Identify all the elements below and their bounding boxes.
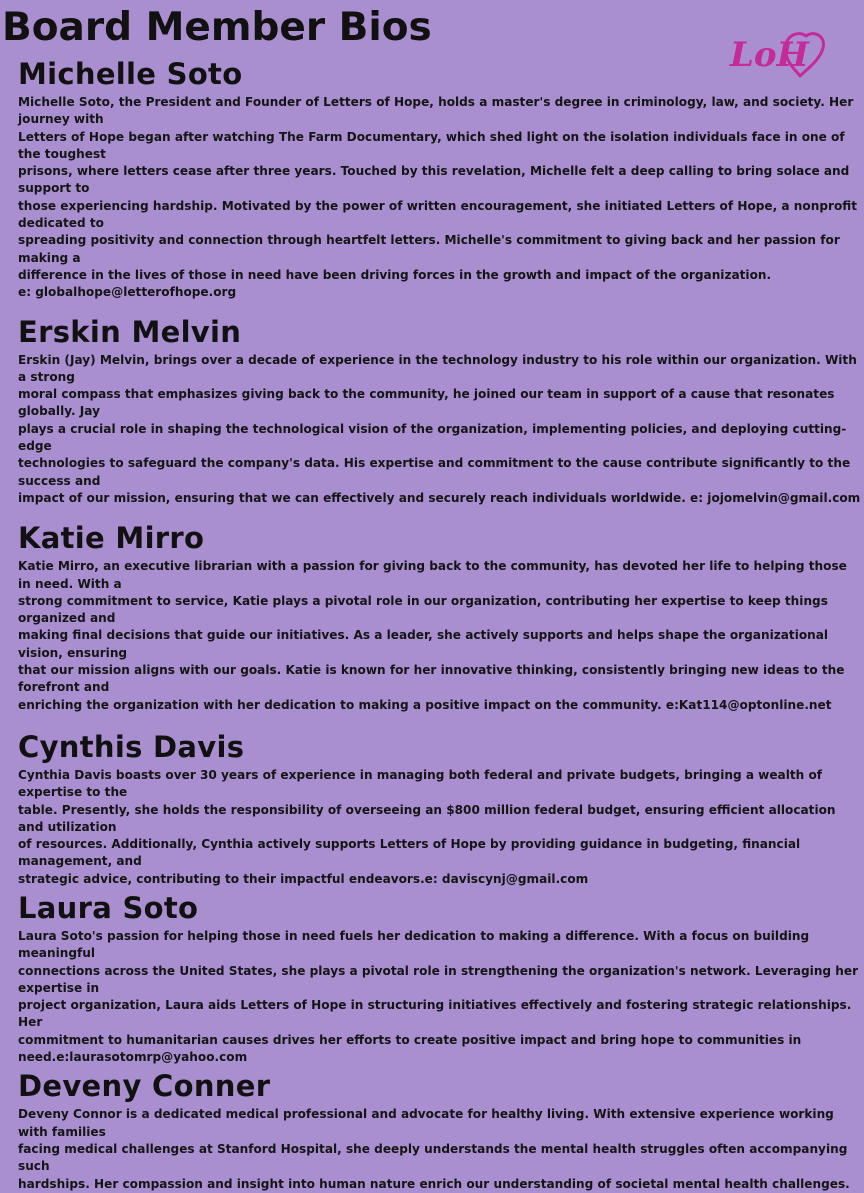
member-name: Michelle Soto [18, 57, 243, 91]
logo-text: LoH [730, 35, 809, 75]
member-bio: Cynthia Davis boasts over 30 years of experience in managing both federal and private budgets, bringing a wealth of expertise to the table. Presently, she holds the responsibility of overseeing an $800 million federal budget, ensuring efficient allocation and utilization of resources. Additionally, Cynthia actively supports Letters of Hope by providing guidance in budgeting, financial management, and strategic advice, contributing to their impactful endeavors.e: daviscynj@gmail.com [18, 767, 836, 886]
bio-erskin-melvin [18, 312, 862, 508]
bio-laura-soto [18, 888, 862, 1066]
member-bio: Erskin (Jay) Melvin, brings over a decade of experience in the technology industry to his role within our organization. With a strong moral compass that emphasizes giving back to the community, he joined our team in support of a cause that resonates globally. Jay plays a crucial role in shaping the technological vision of the organization, implementing policies, and deploying cutting-edge technologies to safeguard the company's data. His expertise and commitment to the cause contribute significantly to the success and impact of our mission, ensuring that we can effectively and securely reach individuals worldwide. e: jojomelvin@gmail.com [18, 352, 861, 505]
member-name: Erskin Melvin [18, 314, 242, 349]
board-bios-list [18, 54, 862, 1193]
member-bio: Laura Soto's passion for helping those in need fuels her dedication to making a difference. With a focus on building meaningful connections across the United States, she plays a pivotal role in strengthening the organization's network. Leveraging her expertise in project organization, Laura aids Letters of Hope in structuring initiatives effectively and fostering strategic relationships. Her commitment to humanitarian causes drives her efforts to create positive impact and bring hope to communities in need.e:laurasotomrp@yahoo.com [18, 928, 859, 1065]
member-name: Laura Soto [18, 890, 199, 925]
bio-katie-mirro [18, 518, 862, 714]
bio-deveny-conner [18, 1066, 862, 1192]
member-name: Cynthis Davis [18, 729, 245, 764]
member-bio: Michelle Soto, the President and Founder of Letters of Hope, holds a master's degree in criminology, law, and society. Her journey with Letters of Hope began after watching The Farm Documentary, which shed light on the isolation individuals face in one of the toughest prisons, where letters cease after three years. Touched by this revelation, Michelle felt a deep calling to bring solace and support to those experiencing hardship. Motivated by the power of written encouragement, she initiated Letters of Hope, a nonprofit dedicated to spreading positivity and connection through heartfelt letters. Michelle's commitment to giving back and her passion for making a difference in the lives of those in need have been driving forces in the growth and impact of the organization. e: globalhope@letterofhope.org [18, 95, 858, 300]
member-bio: Deveny Connor is a dedicated medical professional and advocate for healthy living. With extensive experience working with families facing medical challenges at Stanford Hospital, she deeply understands the mental health struggles often accompanying such hardships. Her compassion and insight into human nature enrich our understanding of societal mental health challenges. [18, 1107, 850, 1191]
member-name: Katie Mirro [18, 521, 205, 556]
member-name: Deveny Conner [18, 1069, 271, 1104]
page-title: Board Member Bios [2, 5, 432, 50]
bio-michelle-soto [18, 54, 862, 302]
member-bio: Katie Mirro, an executive librarian with a passion for giving back to the community, has devoted her life to helping those in need. With a strong commitment to service, Katie plays a pivotal role in our organization, contributing her expertise to keep things organized and making final decisions that guide our initiatives. As a leader, she actively supports and helps shape the organizational vision, ensuring that our mission aligns with our goals. Katie is known for her innovative thinking, consistently bringing new ideas to the forefront and enriching the organization with her dedication to making a positive impact on the community. e:Kat114@optonline.net [18, 559, 847, 712]
